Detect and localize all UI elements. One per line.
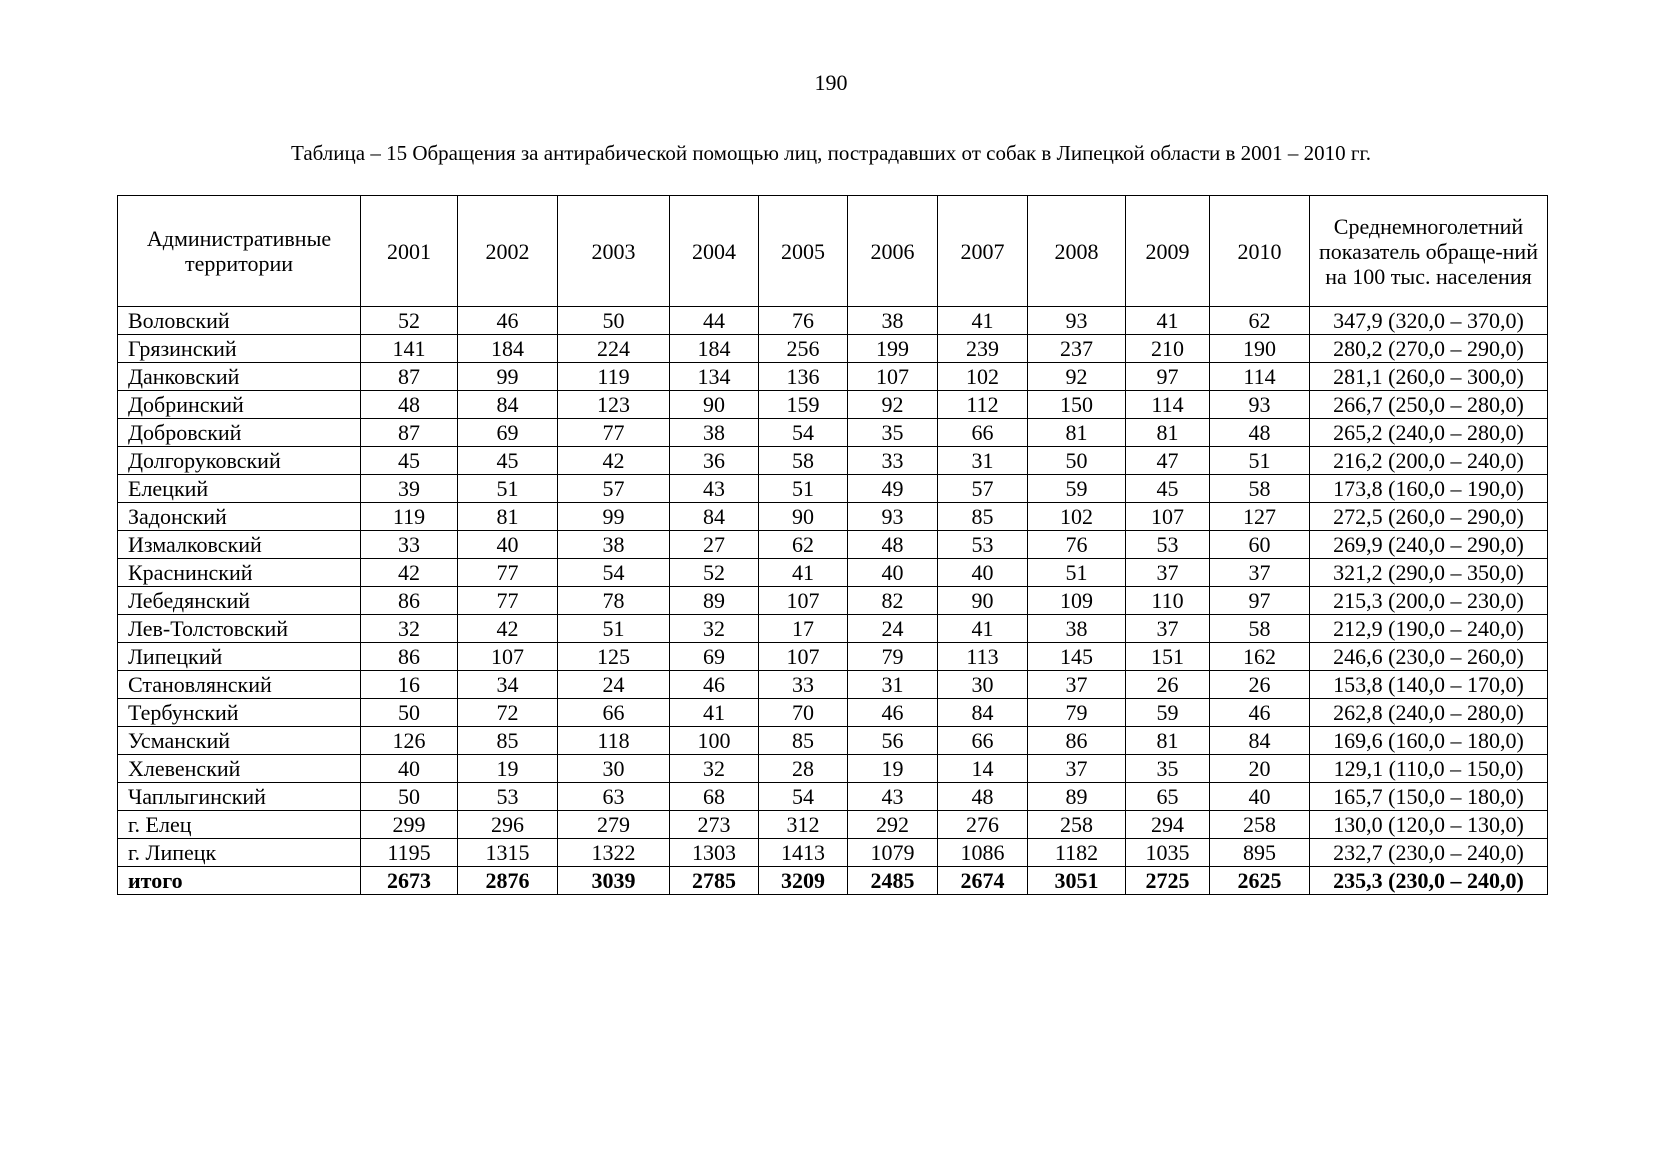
year-value-cell: 90	[938, 587, 1028, 615]
table-body	[118, 307, 1548, 895]
territory-name-cell: Добровский	[118, 419, 361, 447]
year-value-cell: 51	[1028, 559, 1126, 587]
year-value-cell: 2485	[848, 867, 938, 895]
table-row	[118, 391, 1548, 419]
year-value-cell: 31	[938, 447, 1028, 475]
year-value-cell: 37	[1210, 559, 1310, 587]
year-value-cell: 2785	[670, 867, 759, 895]
year-value-cell: 126	[361, 727, 458, 755]
year-value-cell: 84	[458, 391, 558, 419]
average-rate-cell: 216,2 (200,0 – 240,0)	[1310, 447, 1548, 475]
average-rate-cell: 212,9 (190,0 – 240,0)	[1310, 615, 1548, 643]
year-value-cell: 237	[1028, 335, 1126, 363]
year-value-cell: 66	[938, 419, 1028, 447]
average-rate-cell: 281,1 (260,0 – 300,0)	[1310, 363, 1548, 391]
header-year: 2009	[1126, 196, 1210, 307]
average-rate-cell: 153,8 (140,0 – 170,0)	[1310, 671, 1548, 699]
year-value-cell: 58	[1210, 475, 1310, 503]
year-value-cell: 40	[458, 531, 558, 559]
year-value-cell: 79	[848, 643, 938, 671]
territory-name-cell: г. Елец	[118, 811, 361, 839]
year-value-cell: 51	[558, 615, 670, 643]
year-value-cell: 141	[361, 335, 458, 363]
year-value-cell: 299	[361, 811, 458, 839]
year-value-cell: 24	[558, 671, 670, 699]
year-value-cell: 224	[558, 335, 670, 363]
table-caption: Таблица – 15 Обращения за антирабической помощью лиц, пострадавших от собак в Липецкой области в 2001 – 2010 гг.	[291, 141, 1371, 165]
table-row	[118, 615, 1548, 643]
table-row	[118, 643, 1548, 671]
year-value-cell: 102	[1028, 503, 1126, 531]
year-value-cell: 99	[458, 363, 558, 391]
header-year: 2002	[458, 196, 558, 307]
year-value-cell: 38	[670, 419, 759, 447]
year-value-cell: 41	[1126, 307, 1210, 335]
year-value-cell: 118	[558, 727, 670, 755]
year-value-cell: 107	[458, 643, 558, 671]
year-value-cell: 46	[1210, 699, 1310, 727]
year-value-cell: 84	[670, 503, 759, 531]
year-value-cell: 42	[361, 559, 458, 587]
year-value-cell: 3039	[558, 867, 670, 895]
year-value-cell: 87	[361, 363, 458, 391]
year-value-cell: 99	[558, 503, 670, 531]
year-value-cell: 49	[848, 475, 938, 503]
year-value-cell: 58	[1210, 615, 1310, 643]
data-table	[117, 195, 1548, 895]
year-value-cell: 84	[938, 699, 1028, 727]
year-value-cell: 184	[458, 335, 558, 363]
year-value-cell: 48	[848, 531, 938, 559]
year-value-cell: 258	[1210, 811, 1310, 839]
year-value-cell: 53	[458, 783, 558, 811]
year-value-cell: 109	[1028, 587, 1126, 615]
year-value-cell: 77	[458, 559, 558, 587]
table-row	[118, 447, 1548, 475]
table-row	[118, 755, 1548, 783]
year-value-cell: 114	[1210, 363, 1310, 391]
page-number: 190	[814, 70, 848, 95]
territory-name-cell: Лев-Толстовский	[118, 615, 361, 643]
year-value-cell: 33	[848, 447, 938, 475]
year-value-cell: 77	[558, 419, 670, 447]
year-value-cell: 37	[1028, 671, 1126, 699]
year-value-cell: 90	[759, 503, 848, 531]
average-rate-cell: 232,7 (230,0 – 240,0)	[1310, 839, 1548, 867]
year-value-cell: 40	[361, 755, 458, 783]
header-year: 2010	[1210, 196, 1310, 307]
year-value-cell: 45	[1126, 475, 1210, 503]
average-rate-cell: 165,7 (150,0 – 180,0)	[1310, 783, 1548, 811]
average-rate-cell: 280,2 (270,0 – 290,0)	[1310, 335, 1548, 363]
year-value-cell: 53	[1126, 531, 1210, 559]
territory-name-cell: Елецкий	[118, 475, 361, 503]
year-value-cell: 54	[759, 783, 848, 811]
year-value-cell: 97	[1210, 587, 1310, 615]
year-value-cell: 45	[458, 447, 558, 475]
year-value-cell: 26	[1210, 671, 1310, 699]
year-value-cell: 41	[759, 559, 848, 587]
year-value-cell: 40	[938, 559, 1028, 587]
table-row	[118, 475, 1548, 503]
average-rate-cell: 347,9 (320,0 – 370,0)	[1310, 307, 1548, 335]
header-year: 2008	[1028, 196, 1126, 307]
year-value-cell: 93	[1028, 307, 1126, 335]
year-value-cell: 89	[1028, 783, 1126, 811]
year-value-cell: 85	[938, 503, 1028, 531]
header-year: 2005	[759, 196, 848, 307]
territory-name-cell: Задонский	[118, 503, 361, 531]
year-value-cell: 41	[938, 615, 1028, 643]
average-rate-cell: 215,3 (200,0 – 230,0)	[1310, 587, 1548, 615]
year-value-cell: 46	[848, 699, 938, 727]
territory-name-cell: Усманский	[118, 727, 361, 755]
year-value-cell: 50	[361, 699, 458, 727]
year-value-cell: 58	[759, 447, 848, 475]
table-row	[118, 699, 1548, 727]
year-value-cell: 36	[670, 447, 759, 475]
year-value-cell: 1035	[1126, 839, 1210, 867]
territory-name-cell: г. Липецк	[118, 839, 361, 867]
average-rate-cell: 265,2 (240,0 – 280,0)	[1310, 419, 1548, 447]
year-value-cell: 62	[1210, 307, 1310, 335]
year-value-cell: 54	[759, 419, 848, 447]
year-value-cell: 145	[1028, 643, 1126, 671]
year-value-cell: 107	[848, 363, 938, 391]
year-value-cell: 33	[759, 671, 848, 699]
total-row	[118, 867, 1548, 895]
year-value-cell: 59	[1028, 475, 1126, 503]
average-rate-cell: 130,0 (120,0 – 130,0)	[1310, 811, 1548, 839]
year-value-cell: 112	[938, 391, 1028, 419]
year-value-cell: 54	[558, 559, 670, 587]
year-value-cell: 1413	[759, 839, 848, 867]
year-value-cell: 43	[848, 783, 938, 811]
year-value-cell: 136	[759, 363, 848, 391]
year-value-cell: 62	[759, 531, 848, 559]
year-value-cell: 127	[1210, 503, 1310, 531]
year-value-cell: 273	[670, 811, 759, 839]
table-row	[118, 811, 1548, 839]
table-row	[118, 671, 1548, 699]
table-row	[118, 783, 1548, 811]
year-value-cell: 81	[1028, 419, 1126, 447]
year-value-cell: 76	[1028, 531, 1126, 559]
table-row	[118, 363, 1548, 391]
year-value-cell: 46	[670, 671, 759, 699]
territory-name-cell: Краснинский	[118, 559, 361, 587]
year-value-cell: 32	[361, 615, 458, 643]
year-value-cell: 1195	[361, 839, 458, 867]
year-value-cell: 151	[1126, 643, 1210, 671]
table-row	[118, 531, 1548, 559]
year-value-cell: 51	[1210, 447, 1310, 475]
year-value-cell: 895	[1210, 839, 1310, 867]
table-row	[118, 727, 1548, 755]
header-year: 2001	[361, 196, 458, 307]
year-value-cell: 312	[759, 811, 848, 839]
year-value-cell: 114	[1126, 391, 1210, 419]
year-value-cell: 258	[1028, 811, 1126, 839]
year-value-cell: 210	[1126, 335, 1210, 363]
year-value-cell: 37	[1126, 615, 1210, 643]
year-value-cell: 1079	[848, 839, 938, 867]
year-value-cell: 37	[1126, 559, 1210, 587]
year-value-cell: 85	[458, 727, 558, 755]
year-value-cell: 292	[848, 811, 938, 839]
year-value-cell: 2625	[1210, 867, 1310, 895]
year-value-cell: 100	[670, 727, 759, 755]
year-value-cell: 199	[848, 335, 938, 363]
year-value-cell: 3051	[1028, 867, 1126, 895]
year-value-cell: 14	[938, 755, 1028, 783]
year-value-cell: 68	[670, 783, 759, 811]
year-value-cell: 40	[848, 559, 938, 587]
year-value-cell: 86	[361, 587, 458, 615]
year-value-cell: 276	[938, 811, 1028, 839]
year-value-cell: 38	[848, 307, 938, 335]
year-value-cell: 2876	[458, 867, 558, 895]
average-rate-cell: 262,8 (240,0 – 280,0)	[1310, 699, 1548, 727]
year-value-cell: 97	[1126, 363, 1210, 391]
year-value-cell: 69	[670, 643, 759, 671]
year-value-cell: 66	[558, 699, 670, 727]
year-value-cell: 113	[938, 643, 1028, 671]
table-row	[118, 419, 1548, 447]
year-value-cell: 40	[1210, 783, 1310, 811]
year-value-cell: 107	[759, 587, 848, 615]
year-value-cell: 296	[458, 811, 558, 839]
header-territory: Административные территории	[118, 196, 361, 307]
year-value-cell: 184	[670, 335, 759, 363]
year-value-cell: 50	[1028, 447, 1126, 475]
year-value-cell: 86	[1028, 727, 1126, 755]
average-rate-cell: 321,2 (290,0 – 350,0)	[1310, 559, 1548, 587]
year-value-cell: 2725	[1126, 867, 1210, 895]
header-year: 2007	[938, 196, 1028, 307]
year-value-cell: 57	[558, 475, 670, 503]
year-value-cell: 279	[558, 811, 670, 839]
year-value-cell: 63	[558, 783, 670, 811]
year-value-cell: 1182	[1028, 839, 1126, 867]
average-rate-cell: 266,7 (250,0 – 280,0)	[1310, 391, 1548, 419]
average-rate-cell: 246,6 (230,0 – 260,0)	[1310, 643, 1548, 671]
territory-name-cell: Липецкий	[118, 643, 361, 671]
year-value-cell: 85	[759, 727, 848, 755]
territory-name-cell: Добринский	[118, 391, 361, 419]
year-value-cell: 52	[361, 307, 458, 335]
territory-name-cell: Грязинский	[118, 335, 361, 363]
year-value-cell: 2673	[361, 867, 458, 895]
table-row	[118, 559, 1548, 587]
territory-name-cell: Тербунский	[118, 699, 361, 727]
year-value-cell: 20	[1210, 755, 1310, 783]
year-value-cell: 57	[938, 475, 1028, 503]
year-value-cell: 28	[759, 755, 848, 783]
year-value-cell: 31	[848, 671, 938, 699]
year-value-cell: 87	[361, 419, 458, 447]
year-value-cell: 79	[1028, 699, 1126, 727]
territory-name-cell: Лебедянский	[118, 587, 361, 615]
year-value-cell: 30	[558, 755, 670, 783]
year-value-cell: 66	[938, 727, 1028, 755]
header-average-rate: Среднемноголетний показатель обраще-ний на 100 тыс. населения	[1310, 196, 1548, 307]
territory-name-cell: Хлевенский	[118, 755, 361, 783]
average-rate-cell: 235,3 (230,0 – 240,0)	[1310, 867, 1548, 895]
year-value-cell: 52	[670, 559, 759, 587]
year-value-cell: 92	[848, 391, 938, 419]
year-value-cell: 47	[1126, 447, 1210, 475]
year-value-cell: 38	[558, 531, 670, 559]
year-value-cell: 69	[458, 419, 558, 447]
year-value-cell: 86	[361, 643, 458, 671]
year-value-cell: 119	[361, 503, 458, 531]
year-value-cell: 119	[558, 363, 670, 391]
table-row	[118, 503, 1548, 531]
year-value-cell: 93	[848, 503, 938, 531]
average-rate-cell: 169,6 (160,0 – 180,0)	[1310, 727, 1548, 755]
year-value-cell: 90	[670, 391, 759, 419]
year-value-cell: 77	[458, 587, 558, 615]
year-value-cell: 48	[361, 391, 458, 419]
year-value-cell: 256	[759, 335, 848, 363]
year-value-cell: 50	[361, 783, 458, 811]
year-value-cell: 150	[1028, 391, 1126, 419]
year-value-cell: 59	[1126, 699, 1210, 727]
year-value-cell: 48	[938, 783, 1028, 811]
year-value-cell: 81	[1126, 419, 1210, 447]
header-year: 2004	[670, 196, 759, 307]
table-row	[118, 587, 1548, 615]
year-value-cell: 82	[848, 587, 938, 615]
year-value-cell: 294	[1126, 811, 1210, 839]
territory-name-cell: итого	[118, 867, 361, 895]
territory-name-cell: Воловский	[118, 307, 361, 335]
year-value-cell: 123	[558, 391, 670, 419]
year-value-cell: 46	[458, 307, 558, 335]
territory-name-cell: Данковский	[118, 363, 361, 391]
year-value-cell: 76	[759, 307, 848, 335]
year-value-cell: 37	[1028, 755, 1126, 783]
year-value-cell: 44	[670, 307, 759, 335]
territory-name-cell: Измалковский	[118, 531, 361, 559]
year-value-cell: 24	[848, 615, 938, 643]
average-rate-cell: 129,1 (110,0 – 150,0)	[1310, 755, 1548, 783]
year-value-cell: 1315	[458, 839, 558, 867]
year-value-cell: 17	[759, 615, 848, 643]
year-value-cell: 70	[759, 699, 848, 727]
year-value-cell: 51	[759, 475, 848, 503]
average-rate-cell: 269,9 (240,0 – 290,0)	[1310, 531, 1548, 559]
territory-name-cell: Долгоруковский	[118, 447, 361, 475]
year-value-cell: 32	[670, 755, 759, 783]
year-value-cell: 1322	[558, 839, 670, 867]
table-row	[118, 307, 1548, 335]
year-value-cell: 43	[670, 475, 759, 503]
year-value-cell: 27	[670, 531, 759, 559]
year-value-cell: 30	[938, 671, 1028, 699]
year-value-cell: 51	[458, 475, 558, 503]
year-value-cell: 1086	[938, 839, 1028, 867]
year-value-cell: 56	[848, 727, 938, 755]
year-value-cell: 38	[1028, 615, 1126, 643]
year-value-cell: 48	[1210, 419, 1310, 447]
year-value-cell: 239	[938, 335, 1028, 363]
year-value-cell: 190	[1210, 335, 1310, 363]
year-value-cell: 102	[938, 363, 1028, 391]
table-row	[118, 335, 1548, 363]
year-value-cell: 41	[938, 307, 1028, 335]
year-value-cell: 134	[670, 363, 759, 391]
year-value-cell: 72	[458, 699, 558, 727]
year-value-cell: 81	[458, 503, 558, 531]
year-value-cell: 19	[458, 755, 558, 783]
year-value-cell: 162	[1210, 643, 1310, 671]
year-value-cell: 41	[670, 699, 759, 727]
year-value-cell: 125	[558, 643, 670, 671]
year-value-cell: 78	[558, 587, 670, 615]
table-header-row	[118, 196, 1548, 307]
year-value-cell: 35	[1126, 755, 1210, 783]
year-value-cell: 42	[458, 615, 558, 643]
header-year: 2003	[558, 196, 670, 307]
year-value-cell: 42	[558, 447, 670, 475]
year-value-cell: 107	[1126, 503, 1210, 531]
year-value-cell: 2674	[938, 867, 1028, 895]
year-value-cell: 3209	[759, 867, 848, 895]
year-value-cell: 35	[848, 419, 938, 447]
year-value-cell: 110	[1126, 587, 1210, 615]
year-value-cell: 84	[1210, 727, 1310, 755]
year-value-cell: 81	[1126, 727, 1210, 755]
year-value-cell: 65	[1126, 783, 1210, 811]
year-value-cell: 92	[1028, 363, 1126, 391]
territory-name-cell: Чаплыгинский	[118, 783, 361, 811]
year-value-cell: 33	[361, 531, 458, 559]
year-value-cell: 107	[759, 643, 848, 671]
year-value-cell: 19	[848, 755, 938, 783]
year-value-cell: 53	[938, 531, 1028, 559]
year-value-cell: 32	[670, 615, 759, 643]
year-value-cell: 50	[558, 307, 670, 335]
table-row	[118, 839, 1548, 867]
year-value-cell: 60	[1210, 531, 1310, 559]
year-value-cell: 34	[458, 671, 558, 699]
year-value-cell: 93	[1210, 391, 1310, 419]
year-value-cell: 1303	[670, 839, 759, 867]
territory-name-cell: Становлянский	[118, 671, 361, 699]
year-value-cell: 16	[361, 671, 458, 699]
year-value-cell: 159	[759, 391, 848, 419]
year-value-cell: 45	[361, 447, 458, 475]
year-value-cell: 39	[361, 475, 458, 503]
average-rate-cell: 272,5 (260,0 – 290,0)	[1310, 503, 1548, 531]
year-value-cell: 89	[670, 587, 759, 615]
year-value-cell: 26	[1126, 671, 1210, 699]
header-year: 2006	[848, 196, 938, 307]
average-rate-cell: 173,8 (160,0 – 190,0)	[1310, 475, 1548, 503]
